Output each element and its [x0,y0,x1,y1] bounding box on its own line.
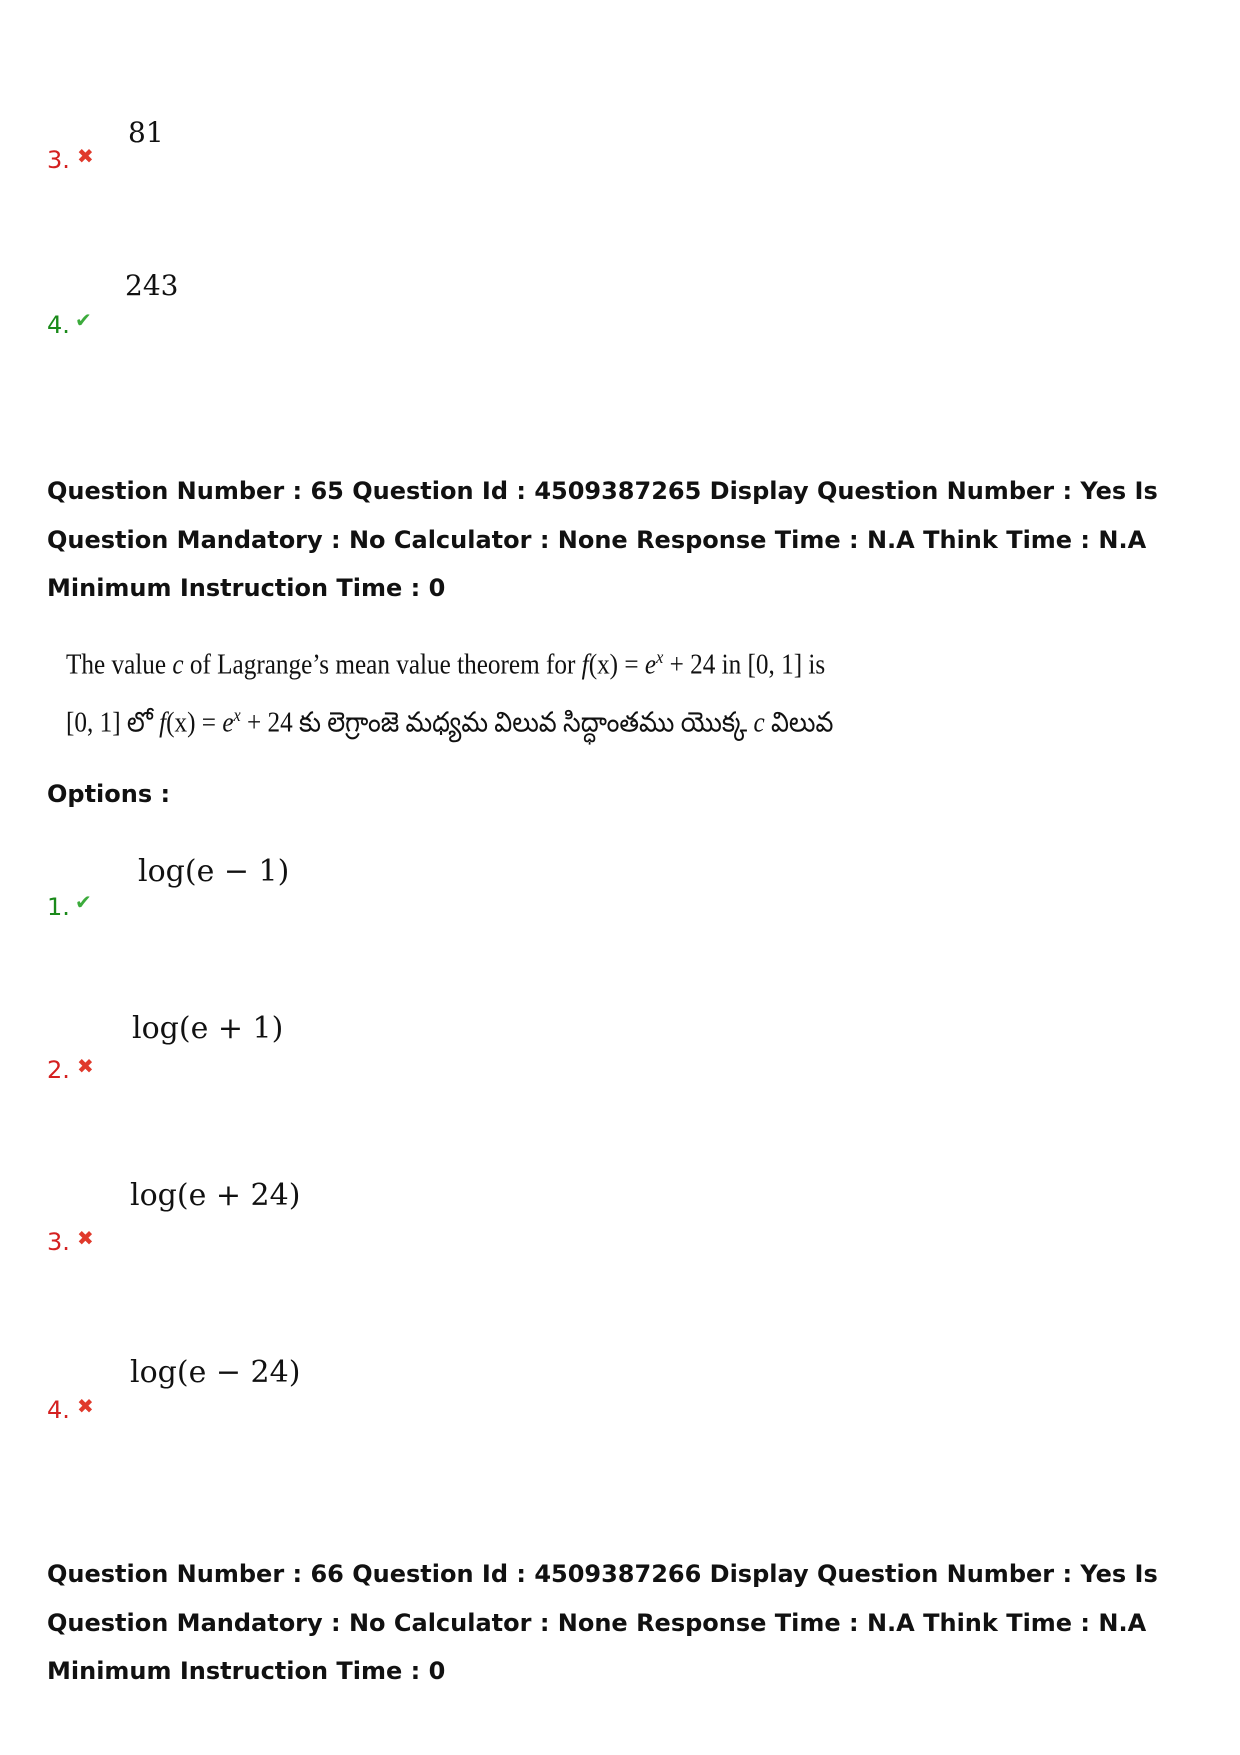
option-number: 3. [47,146,70,174]
options-label: Options : [47,780,171,808]
question-65-meta: Question Number : 65 Question Id : 4509387265 Display Question Number : Yes Is Question Mandatory : No Calculator : None Response Time : N.A Think Time : N.A Minimum Instruction Time : 0 [47,477,1158,602]
stem-var: f [581,649,589,681]
stem-text: [0, 1] లో [66,707,160,739]
option-value: 243 [125,269,179,302]
stem-text: విలువ [764,707,834,739]
stem-text: of Lagrange’s mean value theorem for [183,649,582,681]
stem-var: e [644,649,657,681]
wrong-mark-icon: ✖ [77,1054,94,1078]
stem-var: f [159,707,167,739]
option-number: 4. [47,311,70,339]
wrong-mark-icon: ✖ [77,144,94,168]
option-number: 4. [47,1396,70,1424]
question-65-stem-english [66,637,825,685]
stem-var: c [172,649,184,681]
stem-text: + 24 కు లెగ్రాంజె మధ్యమ విలువ సిద్ధాంతము యొక్క [240,707,754,739]
option-number: 3. [47,1228,70,1256]
option-number: 1. [47,893,70,921]
stem-text: + 24 in [0, 1] is [663,649,826,681]
question-65-stem-telugu [66,695,833,743]
stem-text: (x) = [588,649,645,681]
stem-var: e [222,707,234,739]
option-value: log(e + 24) [130,1178,301,1213]
stem-exp: x [233,705,241,725]
stem-text: The value [66,649,173,681]
stem-var: c [753,707,765,739]
option-value: log(e − 24) [130,1355,301,1390]
option-value: 81 [128,116,164,149]
option-value: log(e + 1) [132,1011,284,1046]
wrong-mark-icon: ✖ [77,1394,94,1418]
option-value: log(e − 1) [138,854,290,889]
stem-text: (x) = [166,707,223,739]
question-66-meta: Question Number : 66 Question Id : 4509387266 Display Question Number : Yes Is Question Mandatory : No Calculator : None Response Time : N.A Think Time : N.A Minimum Instruction Time : 0 [47,1560,1158,1685]
correct-check-icon: ✔ [75,890,92,914]
correct-check-icon: ✔ [75,308,92,332]
stem-exp: x [656,647,664,667]
wrong-mark-icon: ✖ [77,1226,94,1250]
option-number: 2. [47,1056,70,1084]
